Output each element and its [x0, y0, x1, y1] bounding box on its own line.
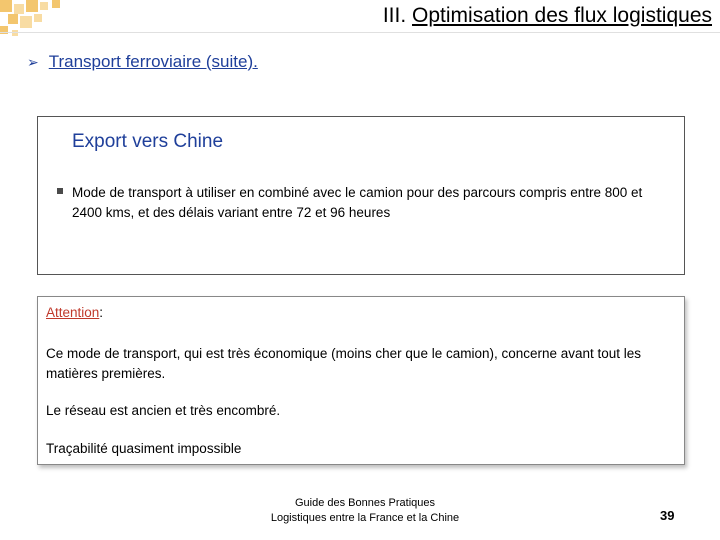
decor-square	[12, 30, 18, 36]
decor-square	[0, 0, 12, 12]
subtitle-text: Transport ferroviaire (suite).	[48, 52, 258, 71]
page-title	[383, 4, 712, 28]
attention-paragraph: Le réseau est ancien et très encombré.	[46, 403, 281, 418]
decor-square	[8, 14, 18, 24]
page-number: 39	[660, 508, 675, 523]
footer	[240, 496, 490, 526]
decor-square	[40, 2, 48, 10]
decor-square	[34, 14, 42, 22]
decor-square	[52, 0, 60, 8]
title-divider	[0, 32, 720, 33]
section-subtitle	[27, 52, 258, 72]
attention-paragraph: Traçabilité quasiment impossible	[46, 441, 242, 456]
attention-paragraph: Ce mode de transport, qui est très économique (moins cher que le camion), concerne avant tout les matières premières.	[46, 346, 642, 381]
arrow-bullet-icon: ➢	[27, 54, 39, 70]
attention-box	[37, 296, 685, 465]
decor-square	[20, 16, 32, 28]
decor-square	[26, 0, 38, 12]
export-box-title: Export vers Chine	[72, 131, 224, 152]
decor-square	[14, 4, 24, 14]
footer-line: Guide des Bonnes Pratiques	[294, 497, 436, 509]
attention-heading	[46, 303, 676, 323]
title-number: III.	[382, 4, 407, 27]
title-text: Optimisation des flux logistiques	[412, 4, 712, 27]
export-box-text: Mode de transport à utiliser en combiné avec le camion pour des parcours compris entre 800 et 2400 kms, et des délais variant entre 72 et 96 heures	[72, 185, 643, 220]
attention-colon: :	[99, 305, 104, 320]
footer-line: Logistiques entre la France et la Chine	[270, 512, 460, 524]
attention-word: Attention	[46, 305, 100, 320]
square-bullet-icon	[57, 188, 63, 194]
export-box	[37, 116, 685, 275]
